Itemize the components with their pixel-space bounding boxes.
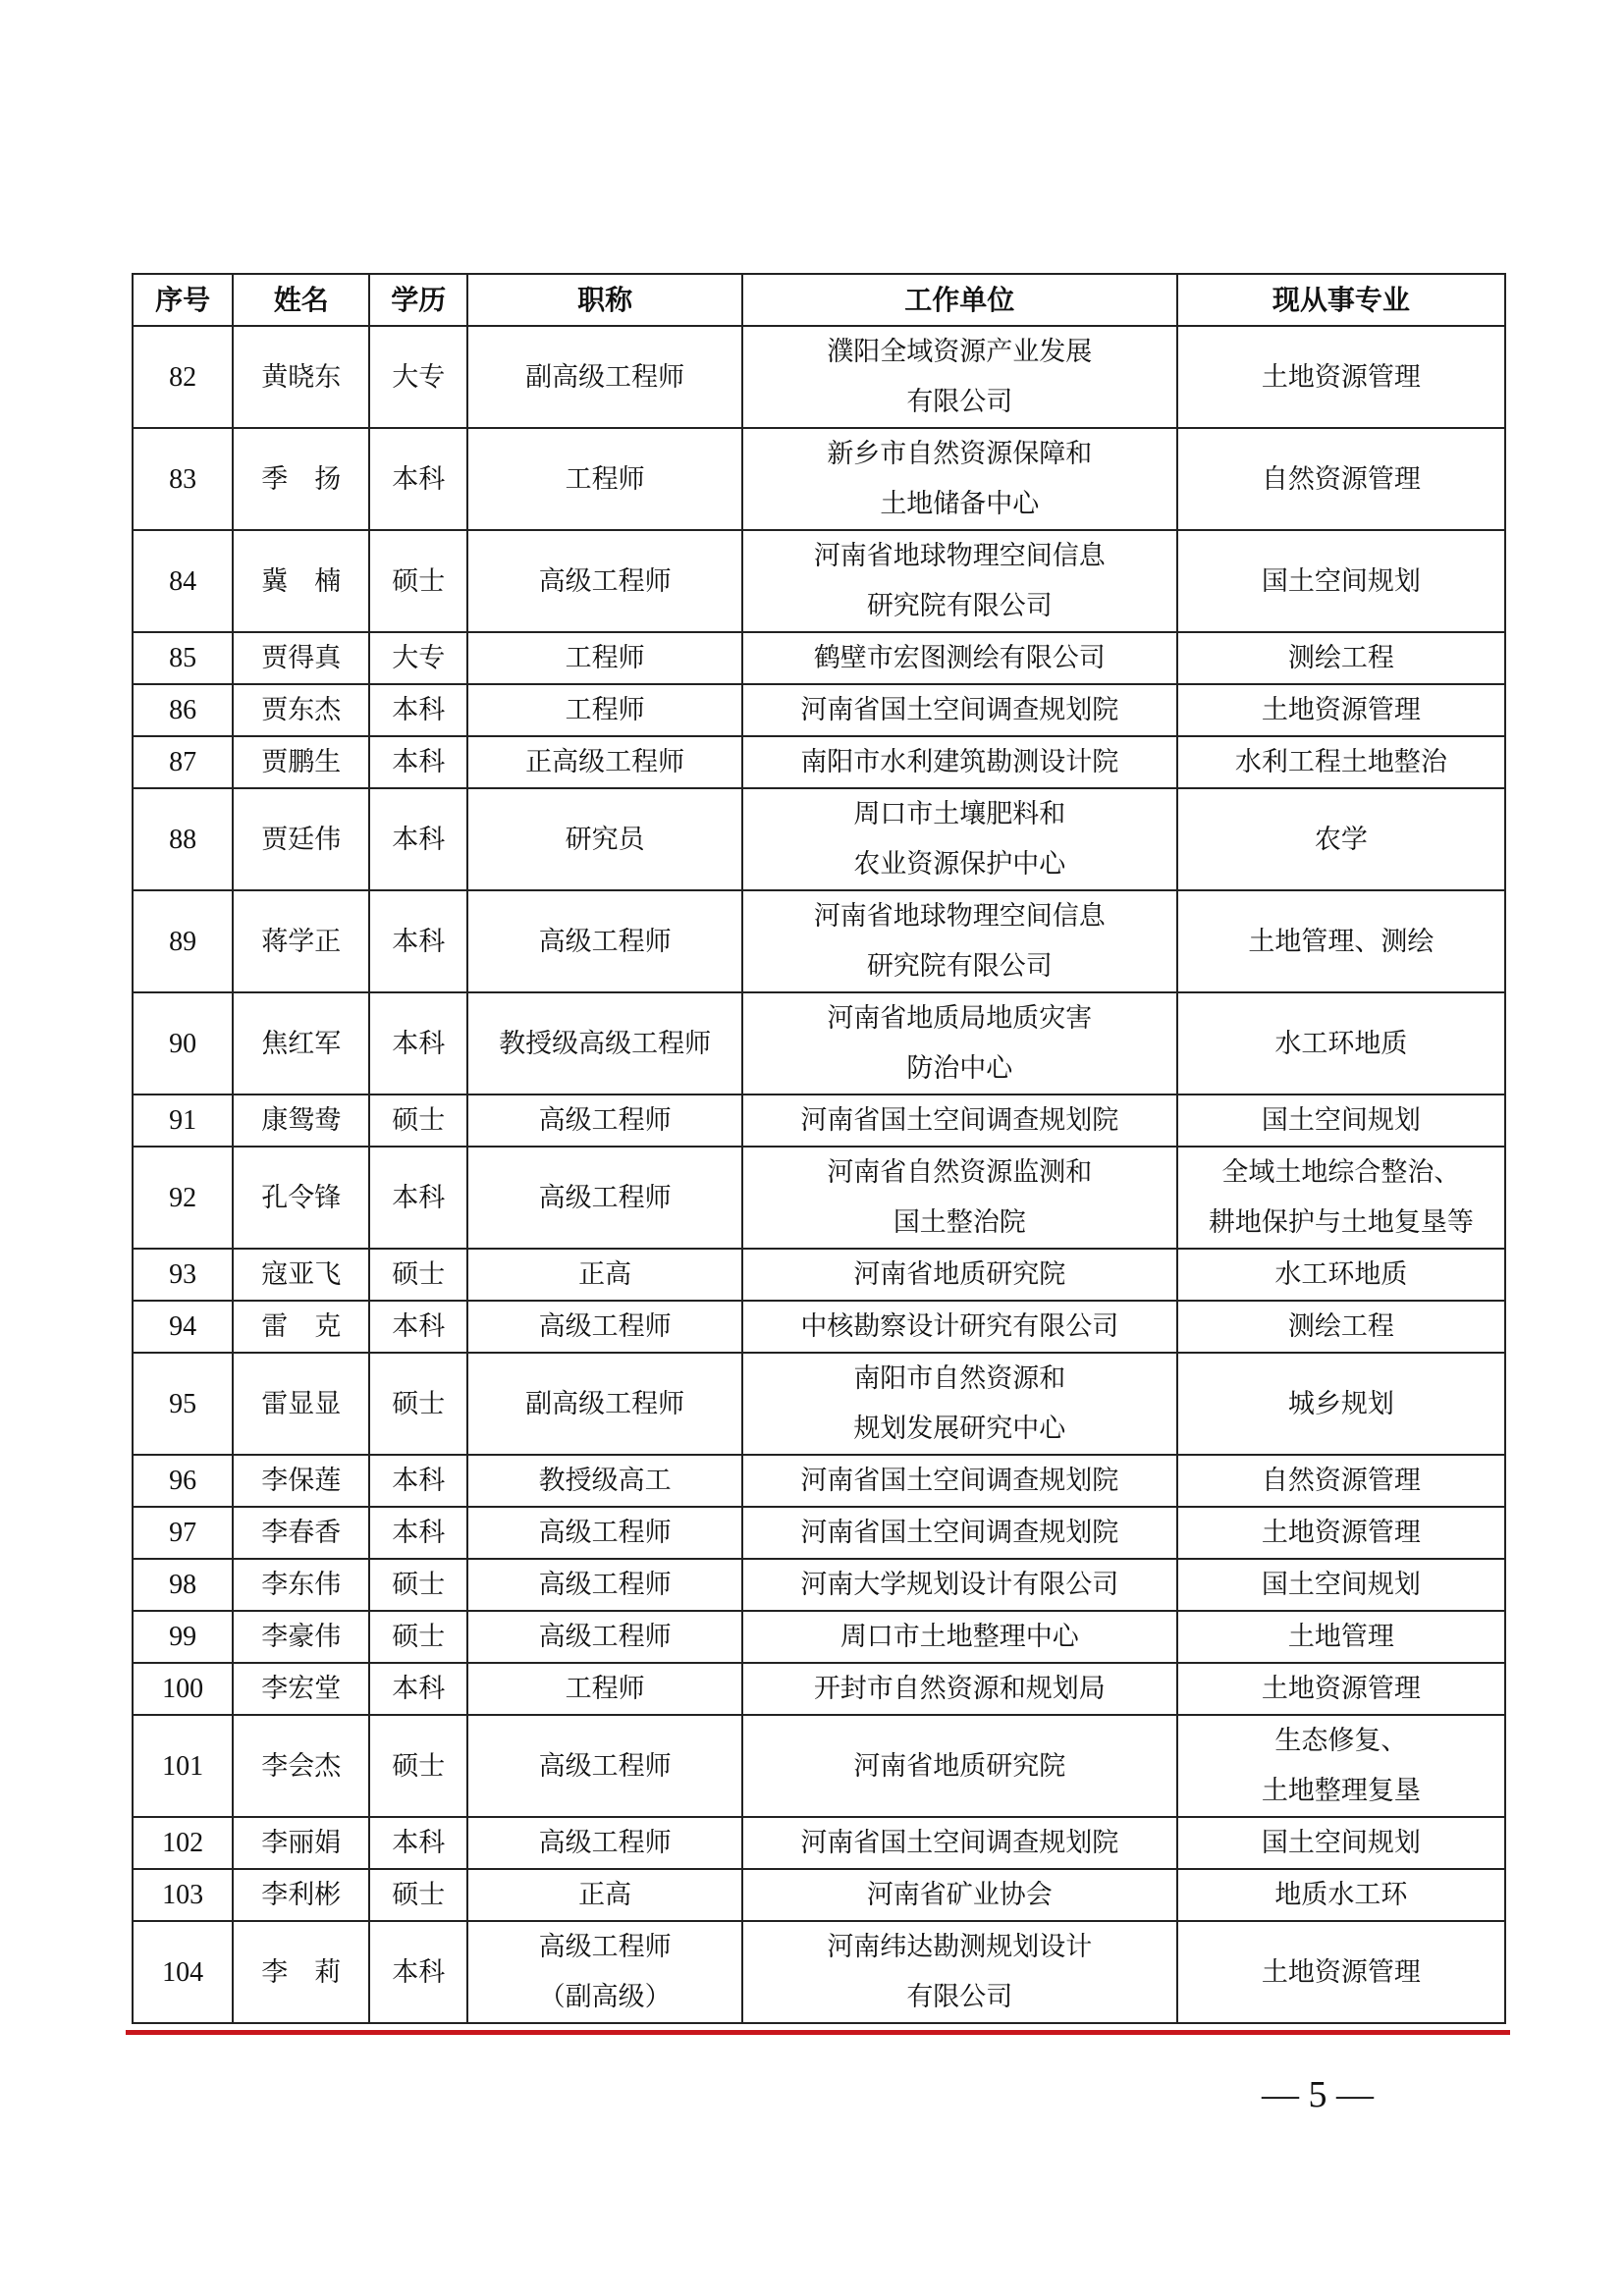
header-organization: 工作单位	[742, 274, 1177, 326]
cell-organization-line: 河南省自然资源监测和	[827, 1157, 1093, 1188]
cell-organization	[742, 1715, 1177, 1817]
cell-organization-line: 河南省国土空间调查规划院	[800, 1466, 1119, 1496]
cell-title-line: 高级工程师	[538, 1570, 672, 1600]
cell-organization-line: 河南省地质研究院	[853, 1259, 1066, 1290]
cell-major	[1177, 1095, 1505, 1147]
cell-major	[1177, 1715, 1505, 1817]
cell-title-line: 工程师	[565, 695, 645, 725]
cell-organization-line: 研究院有限公司	[866, 591, 1053, 621]
cell-organization-line: 中核勘察设计研究有限公司	[800, 1311, 1119, 1342]
cell-education: 本科	[369, 1817, 467, 1869]
cell-organization	[742, 1663, 1177, 1715]
cell-major	[1177, 1663, 1505, 1715]
cell-title	[467, 632, 742, 684]
cell-title-line: 工程师	[565, 1674, 645, 1704]
cell-education: 硕士	[369, 1715, 467, 1817]
cell-title	[467, 1715, 742, 1817]
cell-major-line: 水利工程土地整治	[1234, 747, 1447, 777]
cell-name: 李宏堂	[233, 1663, 369, 1715]
cell-major-line: 测绘工程	[1287, 1311, 1394, 1342]
cell-name: 李保莲	[233, 1455, 369, 1507]
cell-title	[467, 530, 742, 632]
cell-organization	[742, 1147, 1177, 1249]
cell-title-line: 高级工程师	[538, 1518, 672, 1548]
cell-name: 李会杰	[233, 1715, 369, 1817]
cell-serial: 103	[133, 1869, 233, 1921]
cell-organization-line: 河南纬达勘测规划设计	[827, 1932, 1093, 1962]
cell-organization-line: 有限公司	[906, 1982, 1013, 2012]
table-row	[133, 684, 1505, 736]
cell-education: 本科	[369, 1663, 467, 1715]
table-row	[133, 1869, 1505, 1921]
table-row	[133, 1249, 1505, 1301]
cell-serial: 99	[133, 1611, 233, 1663]
cell-name: 贾鹏生	[233, 736, 369, 788]
cell-name: 寇亚飞	[233, 1249, 369, 1301]
cell-title	[467, 428, 742, 530]
cell-major	[1177, 684, 1505, 736]
cell-title	[467, 1301, 742, 1353]
cell-serial: 85	[133, 632, 233, 684]
cell-major	[1177, 1817, 1505, 1869]
cell-name: 李东伟	[233, 1559, 369, 1611]
cell-organization-line: 河南省地球物理空间信息	[813, 541, 1106, 571]
cell-name: 孔令锋	[233, 1147, 369, 1249]
cell-major-line: 土地资源管理	[1261, 361, 1421, 393]
cell-major-line: 水工环地质	[1274, 1028, 1408, 1059]
cell-name: 李 莉	[233, 1921, 369, 2023]
cell-major	[1177, 1301, 1505, 1353]
page-number: — 5 —	[1262, 2074, 1374, 2115]
cell-serial: 84	[133, 530, 233, 632]
cell-major-line: 土地资源管理	[1261, 1674, 1421, 1704]
cell-organization-line: 河南省国土空间调查规划院	[800, 695, 1119, 725]
cell-title	[467, 788, 742, 890]
table-row	[133, 1611, 1505, 1663]
cell-organization-line: 鹤壁市宏图测绘有限公司	[813, 643, 1106, 673]
red-divider-line	[126, 2030, 1510, 2035]
cell-organization	[742, 736, 1177, 788]
cell-title-line: 工程师	[565, 463, 645, 495]
cell-title	[467, 736, 742, 788]
cell-organization	[742, 1611, 1177, 1663]
cell-education: 本科	[369, 1301, 467, 1353]
cell-education: 硕士	[369, 530, 467, 632]
cell-organization	[742, 1353, 1177, 1455]
cell-name: 雷显显	[233, 1353, 369, 1455]
cell-title	[467, 1507, 742, 1559]
cell-organization-line: 农业资源保护中心	[853, 849, 1066, 880]
cell-organization-line: 河南省地球物理空间信息	[813, 901, 1106, 932]
cell-education: 本科	[369, 890, 467, 992]
cell-education: 硕士	[369, 1249, 467, 1301]
cell-name: 李利彬	[233, 1869, 369, 1921]
cell-title	[467, 1455, 742, 1507]
cell-organization	[742, 992, 1177, 1095]
cell-organization	[742, 1095, 1177, 1147]
cell-organization-line: 周口市土地整理中心	[839, 1622, 1079, 1652]
cell-major-line: 国土空间规划	[1261, 1570, 1421, 1600]
cell-organization-line: 河南省地质局地质灾害	[827, 1003, 1093, 1034]
table-row	[133, 1715, 1505, 1817]
cell-serial: 102	[133, 1817, 233, 1869]
cell-education: 硕士	[369, 1869, 467, 1921]
cell-title	[467, 1249, 742, 1301]
cell-serial: 93	[133, 1249, 233, 1301]
cell-major	[1177, 530, 1505, 632]
cell-major	[1177, 890, 1505, 992]
cell-major-line: 土地资源管理	[1261, 1518, 1421, 1548]
cell-major	[1177, 1611, 1505, 1663]
table-header-row	[133, 274, 1505, 326]
cell-serial: 89	[133, 890, 233, 992]
header-title: 职称	[467, 274, 742, 326]
cell-organization	[742, 788, 1177, 890]
cell-organization	[742, 1869, 1177, 1921]
table-row	[133, 632, 1505, 684]
cell-organization	[742, 428, 1177, 530]
cell-organization-line: 南阳市水利建筑勘测设计院	[800, 747, 1119, 777]
cell-name: 康鸳鸯	[233, 1095, 369, 1147]
cell-organization-line: 有限公司	[906, 387, 1013, 417]
cell-title	[467, 684, 742, 736]
cell-title-line: 教授级高工	[538, 1466, 672, 1496]
cell-major-line: 国土空间规划	[1261, 565, 1421, 597]
cell-name: 贾廷伟	[233, 788, 369, 890]
cell-serial: 101	[133, 1715, 233, 1817]
cell-major-line: 自然资源管理	[1261, 463, 1421, 495]
cell-serial: 86	[133, 684, 233, 736]
cell-major-line: 土地资源管理	[1261, 695, 1421, 725]
cell-organization-line: 河南省地质研究院	[853, 1750, 1066, 1782]
cell-major-line: 农学	[1314, 824, 1368, 855]
cell-title	[467, 326, 742, 428]
cell-title-line: 教授级高级工程师	[499, 1028, 712, 1059]
header-serial: 序号	[133, 274, 233, 326]
cell-major-line: 测绘工程	[1287, 643, 1394, 673]
cell-major	[1177, 788, 1505, 890]
cell-serial: 95	[133, 1353, 233, 1455]
cell-major	[1177, 1869, 1505, 1921]
cell-major-line: 土地资源管理	[1261, 1956, 1421, 1988]
cell-name: 李春香	[233, 1507, 369, 1559]
cell-title	[467, 992, 742, 1095]
cell-serial: 83	[133, 428, 233, 530]
cell-serial: 90	[133, 992, 233, 1095]
cell-title	[467, 1095, 742, 1147]
cell-major-line: 国土空间规划	[1261, 1105, 1421, 1136]
cell-major-line: 生态修复、	[1274, 1726, 1408, 1756]
cell-name: 李豪伟	[233, 1611, 369, 1663]
table-body	[133, 326, 1505, 2023]
cell-title	[467, 1611, 742, 1663]
cell-name: 季 扬	[233, 428, 369, 530]
cell-serial: 100	[133, 1663, 233, 1715]
cell-education: 本科	[369, 1507, 467, 1559]
cell-organization-line: 开封市自然资源和规划局	[813, 1674, 1106, 1704]
cell-education: 本科	[369, 428, 467, 530]
cell-major-line: 城乡规划	[1287, 1388, 1394, 1419]
cell-serial: 104	[133, 1921, 233, 2023]
cell-education: 本科	[369, 736, 467, 788]
cell-title-line: 高级工程师	[538, 1828, 672, 1858]
cell-serial: 87	[133, 736, 233, 788]
cell-organization	[742, 1921, 1177, 2023]
cell-title-line: 高级工程师	[538, 1622, 672, 1652]
cell-education: 本科	[369, 1455, 467, 1507]
table-row	[133, 890, 1505, 992]
cell-title-line: 正高级工程师	[525, 747, 685, 777]
cell-education: 本科	[369, 1921, 467, 2023]
cell-serial: 82	[133, 326, 233, 428]
cell-serial: 96	[133, 1455, 233, 1507]
cell-major-line: 自然资源管理	[1261, 1466, 1421, 1496]
cell-major-line: 水工环地质	[1274, 1259, 1408, 1290]
cell-name: 冀 楠	[233, 530, 369, 632]
cell-title	[467, 1663, 742, 1715]
cell-serial: 98	[133, 1559, 233, 1611]
cell-title-line: 副高级工程师	[525, 1388, 685, 1419]
cell-organization	[742, 1559, 1177, 1611]
cell-major	[1177, 1921, 1505, 2023]
cell-major-line: 土地管理、测绘	[1248, 926, 1435, 957]
cell-organization-line: 规划发展研究中心	[853, 1414, 1066, 1444]
cell-major	[1177, 326, 1505, 428]
cell-serial: 94	[133, 1301, 233, 1353]
cell-organization	[742, 1817, 1177, 1869]
table-row	[133, 1301, 1505, 1353]
cell-organization	[742, 326, 1177, 428]
cell-education: 大专	[369, 326, 467, 428]
cell-organization-line: 南阳市自然资源和	[853, 1363, 1066, 1394]
cell-organization	[742, 632, 1177, 684]
cell-education: 硕士	[369, 1559, 467, 1611]
cell-name: 贾得真	[233, 632, 369, 684]
cell-education: 硕士	[369, 1353, 467, 1455]
cell-title	[467, 1147, 742, 1249]
cell-title-line: 高级工程师	[538, 1932, 672, 1962]
cell-title	[467, 1817, 742, 1869]
cell-organization	[742, 684, 1177, 736]
cell-education: 硕士	[369, 1611, 467, 1663]
table-row	[133, 1507, 1505, 1559]
cell-name: 李丽娟	[233, 1817, 369, 1869]
cell-name: 蒋学正	[233, 890, 369, 992]
cell-serial: 97	[133, 1507, 233, 1559]
table-row	[133, 788, 1505, 890]
cell-title-line: 高级工程师	[538, 1182, 672, 1213]
cell-organization-line: 河南省国土空间调查规划院	[800, 1828, 1119, 1858]
cell-major	[1177, 1147, 1505, 1249]
cell-title	[467, 1869, 742, 1921]
table-row	[133, 1147, 1505, 1249]
cell-major	[1177, 1507, 1505, 1559]
table-row	[133, 1455, 1505, 1507]
header-education: 学历	[369, 274, 467, 326]
cell-title-line: 高级工程师	[538, 1311, 672, 1342]
table-row	[133, 1353, 1505, 1455]
cell-organization	[742, 530, 1177, 632]
cell-title-line: 正高	[578, 1880, 632, 1910]
cell-title-line: 正高	[578, 1259, 632, 1290]
cell-title-line: 高级工程师	[538, 565, 672, 597]
cell-education: 本科	[369, 684, 467, 736]
cell-organization-line: 土地储备中心	[880, 489, 1040, 519]
cell-organization	[742, 1301, 1177, 1353]
cell-title-line: 工程师	[565, 643, 645, 673]
cell-major	[1177, 736, 1505, 788]
cell-major	[1177, 1455, 1505, 1507]
personnel-table	[132, 273, 1506, 2024]
cell-name: 贾东杰	[233, 684, 369, 736]
table-row	[133, 1559, 1505, 1611]
cell-major	[1177, 1249, 1505, 1301]
table-row	[133, 530, 1505, 632]
cell-education: 本科	[369, 992, 467, 1095]
table-row	[133, 992, 1505, 1095]
cell-title	[467, 1921, 742, 2023]
cell-organization-line: 河南省矿业协会	[866, 1880, 1053, 1910]
cell-name: 焦红军	[233, 992, 369, 1095]
table-row	[133, 1095, 1505, 1147]
cell-title-line: 副高级工程师	[525, 361, 685, 393]
cell-title-line: 高级工程师	[538, 1105, 672, 1136]
cell-serial: 91	[133, 1095, 233, 1147]
cell-name: 黄晓东	[233, 326, 369, 428]
cell-title	[467, 890, 742, 992]
cell-major	[1177, 428, 1505, 530]
cell-name: 雷 克	[233, 1301, 369, 1353]
cell-major	[1177, 1559, 1505, 1611]
table-row	[133, 736, 1505, 788]
cell-education: 硕士	[369, 1095, 467, 1147]
cell-major-line: 土地整理复垦	[1261, 1776, 1421, 1806]
cell-organization-line: 濮阳全域资源产业发展	[827, 337, 1093, 367]
cell-major	[1177, 1353, 1505, 1455]
cell-organization	[742, 890, 1177, 992]
table-row	[133, 1663, 1505, 1715]
cell-organization	[742, 1249, 1177, 1301]
cell-education: 大专	[369, 632, 467, 684]
cell-organization-line: 周口市土壤肥料和	[853, 799, 1066, 829]
cell-serial: 88	[133, 788, 233, 890]
cell-organization-line: 新乡市自然资源保障和	[827, 439, 1093, 469]
header-name: 姓名	[233, 274, 369, 326]
cell-title-line: 高级工程师	[538, 926, 672, 957]
cell-major	[1177, 992, 1505, 1095]
cell-organization-line: 河南大学规划设计有限公司	[800, 1570, 1119, 1600]
cell-organization	[742, 1455, 1177, 1507]
cell-organization-line: 研究院有限公司	[866, 951, 1053, 982]
cell-major-line: 地质水工环	[1274, 1880, 1408, 1910]
cell-organization-line: 国土整治院	[893, 1207, 1026, 1238]
cell-education: 本科	[369, 1147, 467, 1249]
cell-title	[467, 1353, 742, 1455]
table-row	[133, 326, 1505, 428]
cell-major-line: 全域土地综合整治、	[1221, 1157, 1461, 1188]
cell-organization-line: 河南省国土空间调查规划院	[800, 1105, 1119, 1136]
cell-major	[1177, 632, 1505, 684]
cell-organization	[742, 1507, 1177, 1559]
cell-major-line: 土地管理	[1287, 1622, 1394, 1652]
cell-organization-line: 河南省国土空间调查规划院	[800, 1518, 1119, 1548]
header-major: 现从事专业	[1177, 274, 1505, 326]
table-row	[133, 1817, 1505, 1869]
cell-title-line: （副高级）	[538, 1982, 672, 2012]
table-row	[133, 1921, 1505, 2023]
cell-title-line: 研究员	[565, 824, 645, 855]
cell-title-line: 高级工程师	[538, 1750, 672, 1782]
table-row	[133, 428, 1505, 530]
cell-major-line: 耕地保护与土地复垦等	[1208, 1207, 1474, 1238]
cell-education: 本科	[369, 788, 467, 890]
cell-serial: 92	[133, 1147, 233, 1249]
cell-title	[467, 1559, 742, 1611]
cell-major-line: 国土空间规划	[1261, 1828, 1421, 1858]
cell-organization-line: 防治中心	[906, 1053, 1013, 1084]
